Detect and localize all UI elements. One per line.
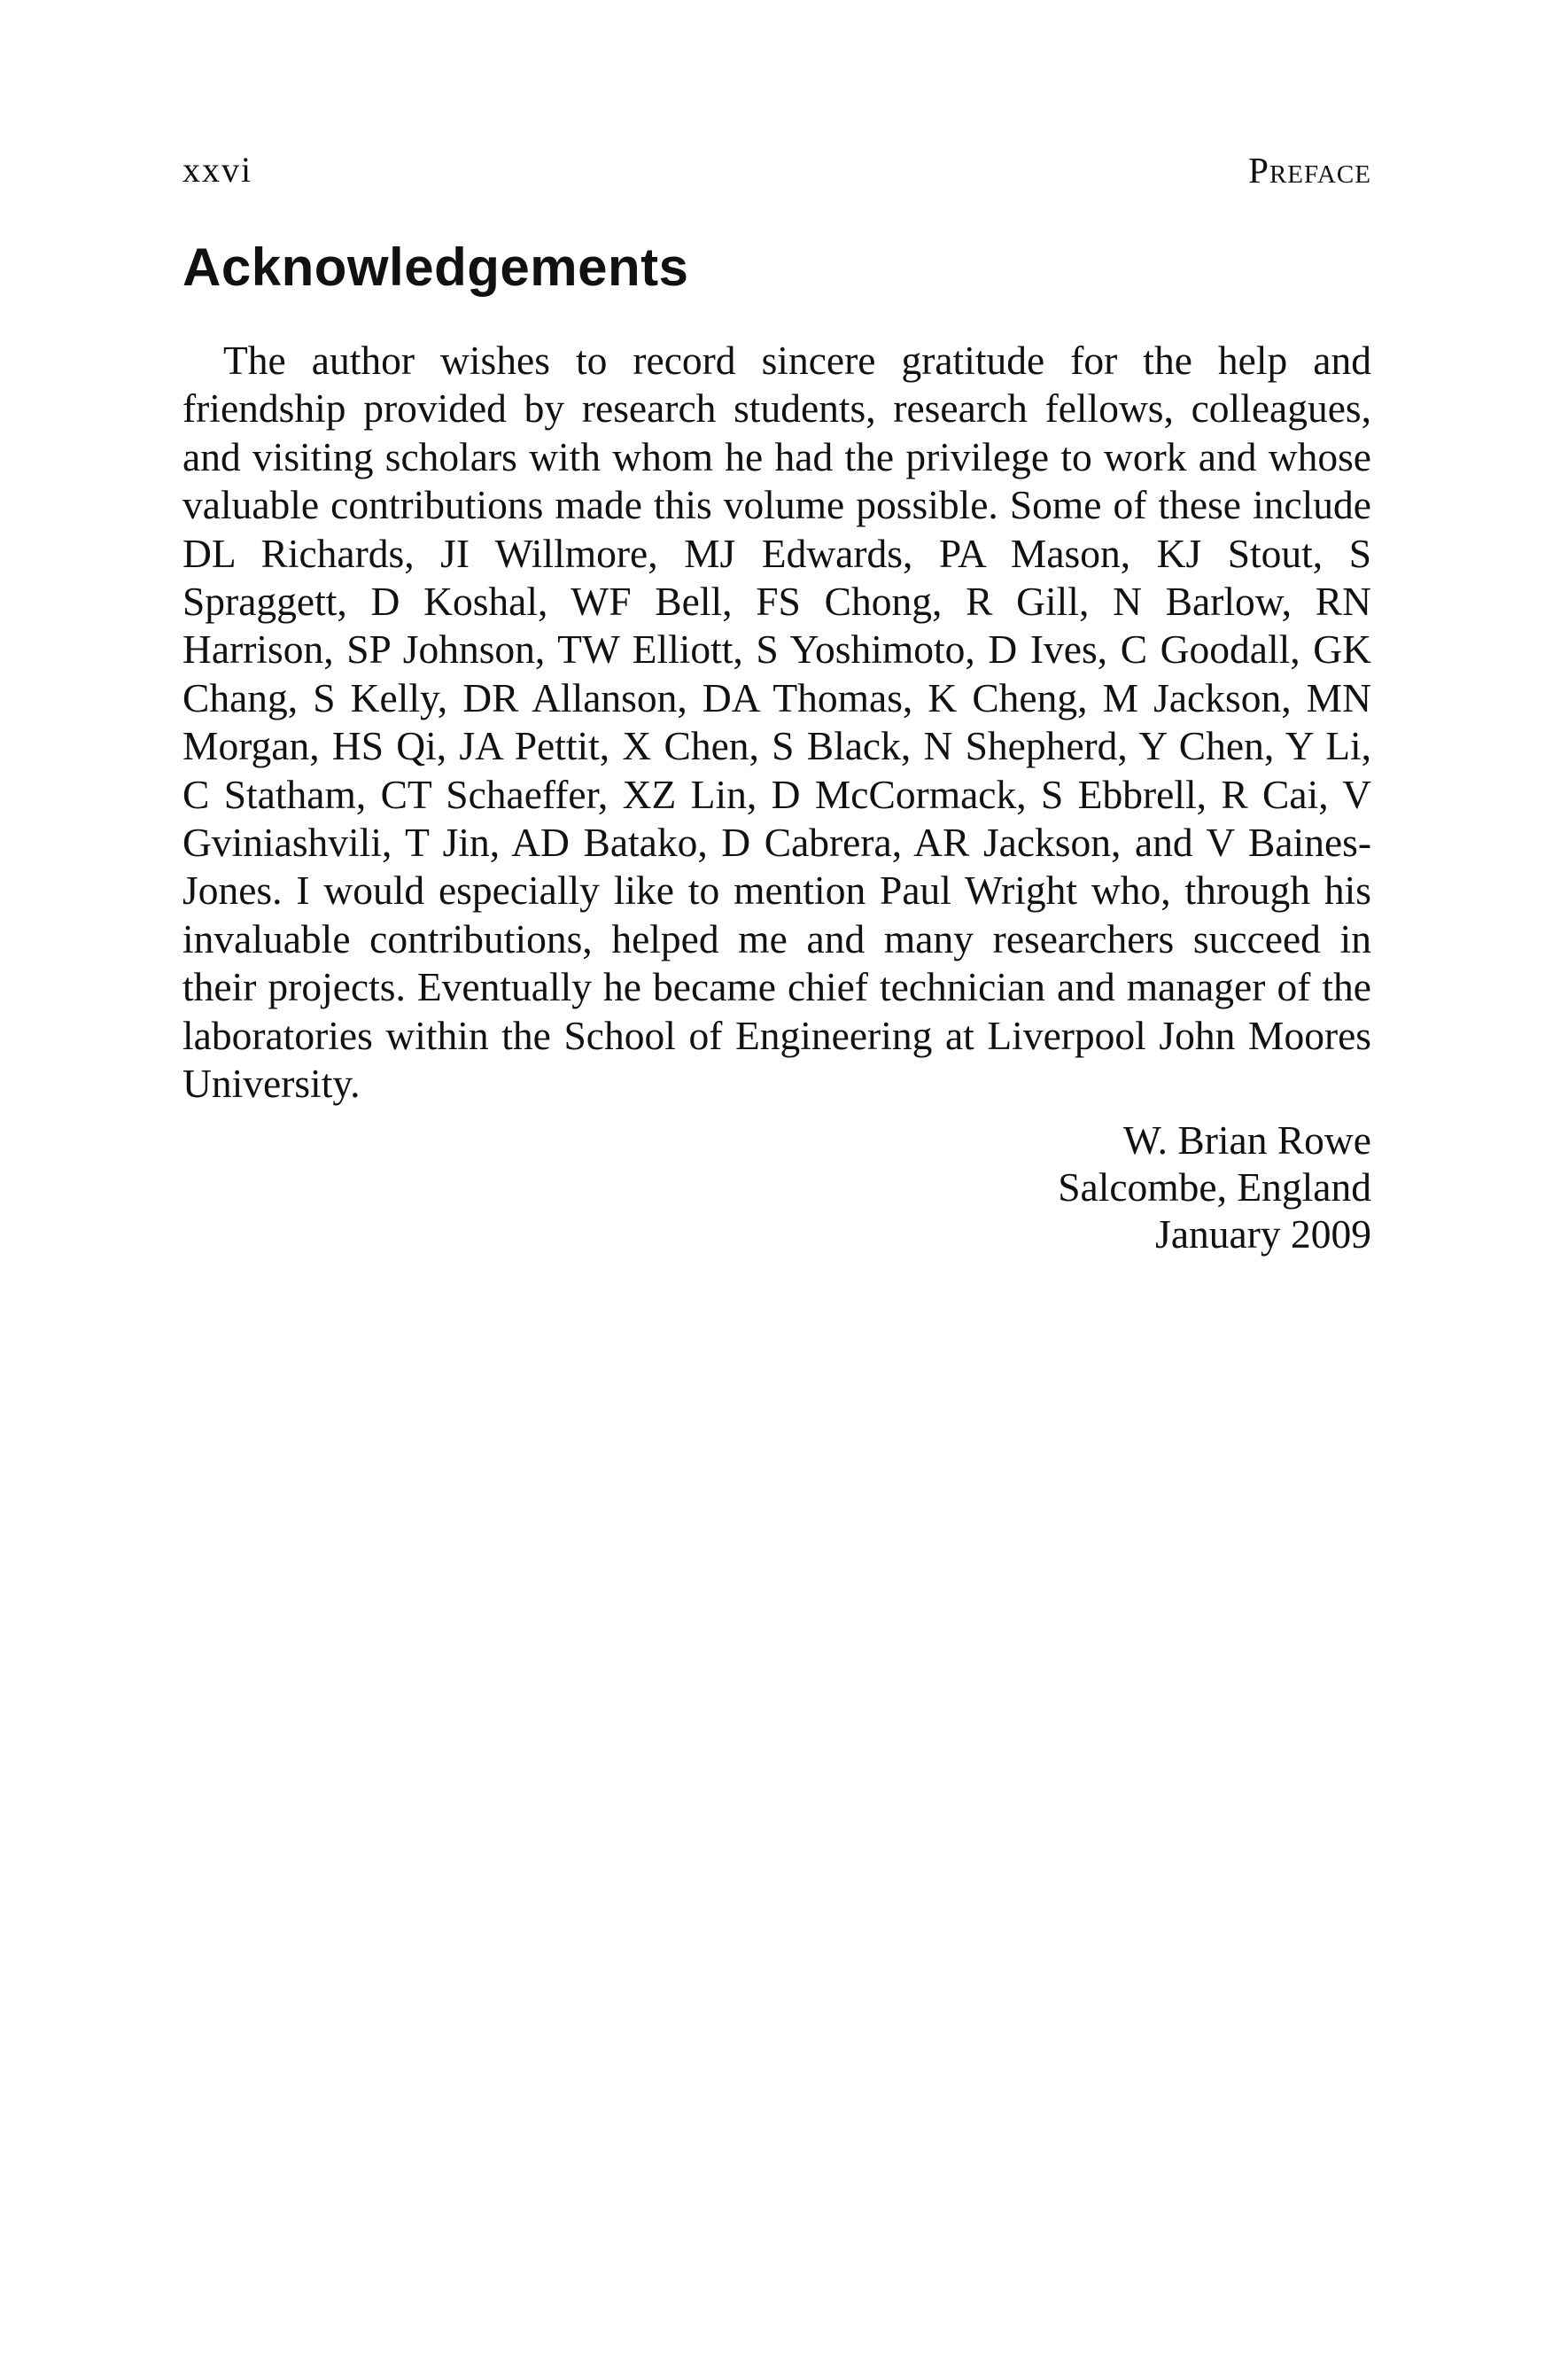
author-location: Salcombe, England (1058, 1164, 1371, 1210)
section-label: Preface (1248, 150, 1371, 191)
running-head (182, 145, 1371, 195)
author-name: W. Brian Rowe (1122, 1117, 1371, 1163)
acknowledgements-paragraph: The author wishes to record sincere gratitude for the help and friendship provided by research students, research fellows, colleagues, and visiting scholars with whom he had the privilege to work and whose valuable contributions made this volume possible. Some of these include DL Richards, JI Willmore, MJ Edwards, PA Mason, KJ Stout, S Spraggett, D Koshal, WF Bell, FS Chong, R Gill, N Barlow, RN Harrison, SP Johnson, TW Elliott, S Yoshimoto, D Ives, C Goodall, GK Chang, S Kelly, DR Allanson, DA Thomas, K Cheng, M Jackson, MN Morgan, HS Qi, JA Pettit, X Chen, S Black, N Shepherd, Y Chen, Y Li, C Statham, CT Schaeffer, XZ Lin, D McCormack, S Ebbrell, R Cai, V Gviniashvili, T Jin, AD Batako, D Cabrera, AR Jackson, and V Baines-Jones. I would especially like to mention Paul Wright who, through his invaluable contributions, helped me and many researchers succeed in their projects. Eventually he became chief technician and manager of the laboratories within the School of Engineering at Liverpool John Moores University. (182, 338, 1371, 1107)
page-number: xxvi (182, 150, 253, 190)
signature-date: January 2009 (1155, 1211, 1371, 1257)
section-heading: Acknowledgements (182, 237, 689, 297)
signature-block (886, 1117, 1371, 1257)
